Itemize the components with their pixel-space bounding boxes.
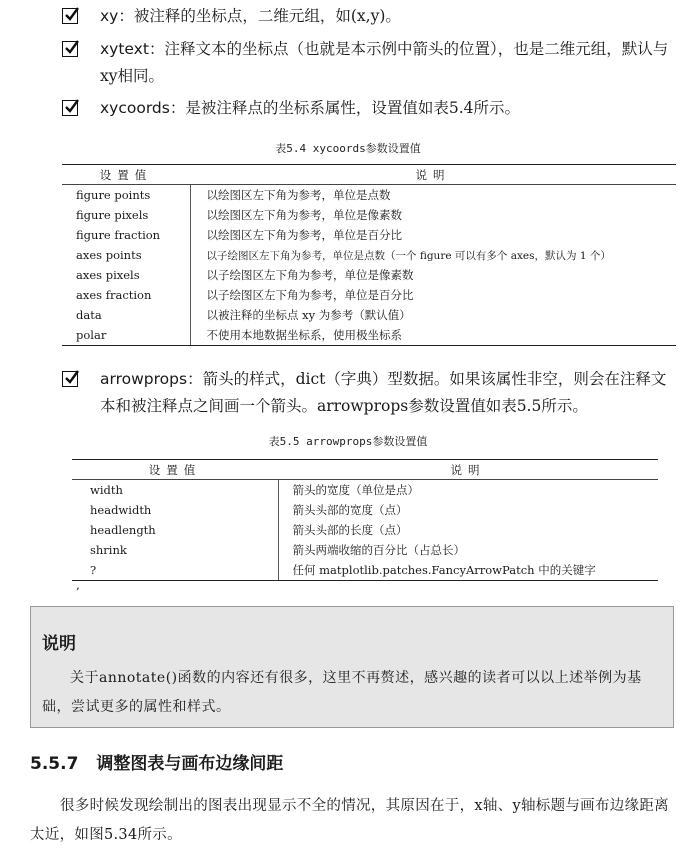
table-row	[72, 560, 658, 581]
cell-setting: headlength	[72, 520, 278, 540]
table2-caption: 表5.5 arrowprops参数设置值	[268, 435, 428, 448]
body-paragraph: 很多时候发现绘制出的图表出现显示不全的情况，其原因在于，x轴、y轴标题与画布边缘距离太近，如图5.34所示。	[30, 798, 669, 843]
table1-caption: 表5.4 xycoords参数设置值	[275, 142, 421, 155]
cell-setting: axes points	[62, 245, 190, 265]
table-row	[62, 305, 676, 325]
cell-setting: data	[62, 305, 190, 325]
param-desc: ：被注释的坐标点，二维元组，如(x,y)。	[118, 7, 401, 25]
param-name: xytext	[100, 40, 149, 58]
cell-desc: 以子绘图区左下角为参考，单位是像素数	[206, 268, 414, 282]
bullet-xy	[62, 3, 672, 30]
header-desc: 说明	[278, 460, 658, 480]
table-row	[72, 480, 658, 501]
cell-setting: figure points	[62, 185, 190, 206]
section-title: 调整图表与画布边缘间距	[96, 754, 284, 774]
cell-desc: 不使用本地数据坐标系，使用极坐标系	[190, 325, 676, 346]
table-row	[62, 245, 676, 265]
cell-setting: headwidth	[72, 500, 278, 520]
table-row	[62, 325, 676, 346]
cell-setting: axes pixels	[62, 265, 190, 285]
bullet-arrowprops	[62, 366, 674, 420]
header-setting: 设置值	[62, 165, 190, 185]
cell-desc: 箭头头部的宽度（点）	[292, 503, 408, 517]
table-row	[62, 185, 676, 206]
table-xycoords	[62, 164, 676, 346]
table-row	[62, 205, 676, 225]
cell-setting: polar	[62, 325, 190, 346]
note-text: 关于annotate()函数的内容还有很多，这里不再赘述，感兴趣的读者可以以上述举例为基础，尝试更多的属性和样式。	[42, 670, 642, 715]
section-heading	[30, 749, 283, 774]
cell-desc: 以绘图区左下角为参考，单位是像素数	[206, 208, 402, 222]
note-title: 说明	[42, 634, 76, 654]
cell-setting: ?	[72, 560, 278, 581]
checkbox-icon	[62, 8, 78, 24]
cell-desc: 以绘图区左下角为参考，单位是点数	[206, 188, 391, 202]
param-name: xy	[100, 7, 119, 25]
param-desc: ：注释文本的坐标点（也就是本示例中箭头的位置），也是二维元组，默认与xy相同。	[100, 40, 669, 85]
stray-mark: ,	[76, 578, 80, 592]
table-arrowprops	[72, 459, 658, 581]
checkbox-icon	[62, 41, 78, 57]
cell-setting: width	[72, 480, 278, 501]
header-desc: 说明	[190, 165, 676, 185]
table-row	[62, 285, 676, 305]
cell-setting: axes fraction	[62, 285, 190, 305]
cell-desc: 箭头两端收缩的百分比（占总长）	[292, 543, 465, 557]
param-desc: ：是被注释点的坐标系属性，设置值如表5.4所示。	[169, 99, 521, 117]
param-desc: ：箭头的样式，dict（字典）型数据。如果该属性非空，则会在注释文本和被注释点之间画一个箭头。arrowprops参数设置值如表5.5所示。	[100, 370, 667, 415]
cell-setting: figure pixels	[62, 205, 190, 225]
cell-setting: shrink	[72, 540, 278, 560]
cell-desc: 以被注释的坐标点 xy 为参考（默认值）	[206, 308, 411, 322]
table-row	[62, 265, 676, 285]
cell-setting: figure fraction	[62, 225, 190, 245]
cell-desc: 以子绘图区左下角为参考，单位是点数（一个 figure 可以有多个 axes，默认为 1 个）	[206, 249, 611, 262]
cell-desc: 以子绘图区左下角为参考，单位是百分比	[206, 288, 414, 302]
checkbox-icon	[62, 371, 78, 387]
param-name: arrowprops	[100, 370, 188, 388]
cell-desc: 箭头头部的长度（点）	[292, 523, 408, 537]
table-row	[72, 540, 658, 560]
section-number: 5.5.7	[30, 754, 79, 774]
cell-desc: 箭头的宽度（单位是点）	[292, 483, 419, 497]
header-setting: 设置值	[72, 460, 278, 480]
checkbox-icon	[62, 100, 78, 116]
bullet-xycoords	[62, 95, 674, 122]
param-name: xycoords	[100, 99, 170, 117]
cell-desc: 任何 matplotlib.patches.FancyArrowPatch 中的关键字	[278, 560, 658, 581]
table-row	[72, 500, 658, 520]
note-box	[30, 606, 674, 728]
cell-desc: 以绘图区左下角为参考，单位是百分比	[206, 228, 402, 242]
table-row	[72, 520, 658, 540]
table-row	[62, 225, 676, 245]
bullet-xytext	[62, 36, 674, 90]
